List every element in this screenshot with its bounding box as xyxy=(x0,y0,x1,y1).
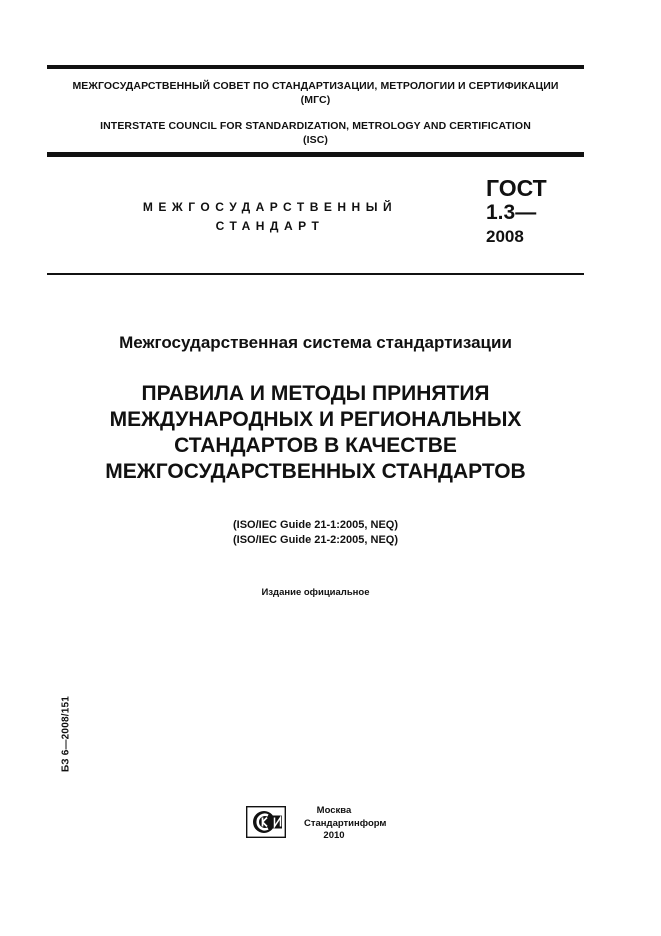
standard-type-line1: МЕЖГОСУДАРСТВЕННЫЙ xyxy=(142,200,398,214)
standard-type-line2: СТАНДАРТ xyxy=(215,219,325,233)
gost-designation xyxy=(486,176,547,247)
council-name-ru xyxy=(47,79,584,107)
publisher-city: Москва xyxy=(316,805,352,816)
international-references xyxy=(47,518,584,548)
council-name-en xyxy=(47,119,584,147)
edition-note: Издание официальное xyxy=(261,587,370,598)
standard-type xyxy=(110,198,430,236)
title-line: МЕЖДУНАРОДНЫХ И РЕГИОНАЛЬНЫХ xyxy=(109,408,522,431)
title-line: ПРАВИЛА И МЕТОДЫ ПРИНЯТИЯ xyxy=(141,382,490,405)
standartinform-logo-icon xyxy=(246,806,286,838)
gost-label: ГОСТ xyxy=(486,175,547,201)
gost-year: 2008 xyxy=(486,227,524,246)
title-line: СТАНДАРТОВ В КАЧЕСТВЕ xyxy=(174,434,457,457)
gost-number: 1.3— xyxy=(486,201,537,224)
top-rule xyxy=(47,65,584,69)
council-ru-abbreviation: (МГС) xyxy=(300,94,331,106)
reference-item: (ISO/IEC Guide 21-2:2005, NEQ) xyxy=(232,534,399,546)
council-en-text: INTERSTATE COUNCIL FOR STANDARDIZATION, METROLOGY AND CERTIFICATION xyxy=(100,120,531,132)
publisher-imprint xyxy=(304,805,387,843)
council-ru-text: МЕЖГОСУДАРСТВЕННЫЙ СОВЕТ ПО СТАНДАРТИЗАЦИИ, МЕТРОЛОГИИ И СЕРТИФИКАЦИИ xyxy=(72,80,559,92)
council-en-abbreviation: (ISC) xyxy=(303,134,328,146)
bottom-rule xyxy=(47,273,584,275)
system-title: Межгосударственная система стандартизации xyxy=(119,333,512,352)
title-line: МЕЖГОСУДАРСТВЕННЫХ СТАНДАРТОВ xyxy=(105,460,526,483)
middle-rule xyxy=(47,152,584,157)
side-code: БЗ 6—2008/151 xyxy=(60,696,72,772)
document-title xyxy=(47,381,584,485)
reference-item: (ISO/IEC Guide 21-1:2005, NEQ) xyxy=(232,519,399,531)
publisher-name: Стандартинформ xyxy=(304,817,387,829)
publication-year: 2010 xyxy=(323,830,345,841)
